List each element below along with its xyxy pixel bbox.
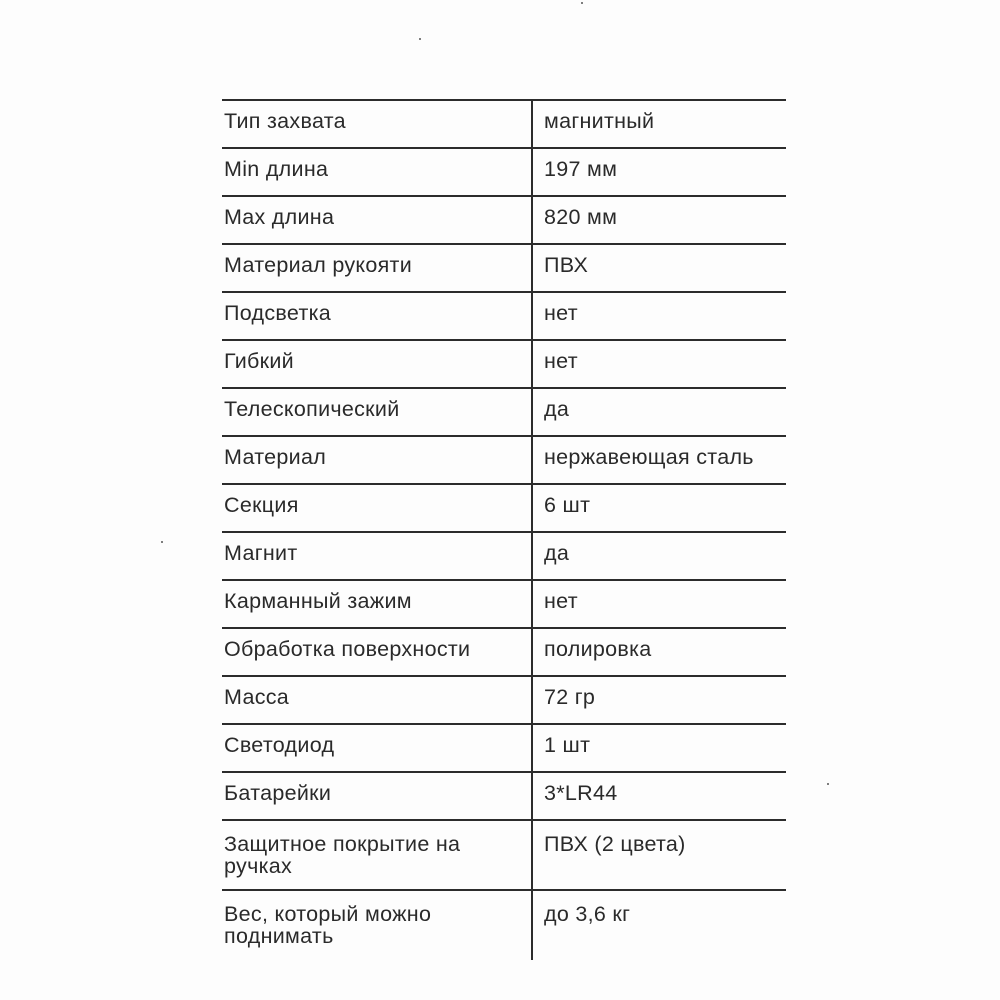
spec-table bbox=[222, 99, 786, 960]
spec-value: ПВХ bbox=[532, 244, 786, 292]
spec-value: 1 шт bbox=[532, 724, 786, 772]
spec-label: Max длина bbox=[224, 205, 335, 229]
spec-label: Тип захвата bbox=[224, 109, 346, 133]
table-row bbox=[222, 628, 786, 676]
table-row bbox=[222, 772, 786, 820]
spec-label-line: Вес, который bbox=[224, 902, 359, 926]
table-row bbox=[222, 676, 786, 724]
spec-value: да bbox=[532, 388, 786, 436]
table-row bbox=[222, 436, 786, 484]
spec-value: нет bbox=[532, 340, 786, 388]
scan-dot bbox=[419, 38, 421, 40]
table-row bbox=[222, 484, 786, 532]
scan-dot bbox=[161, 541, 163, 543]
spec-label-line: Защитное bbox=[224, 832, 327, 856]
spec-label: Светодиод bbox=[224, 733, 335, 757]
spec-value: нет bbox=[532, 292, 786, 340]
spec-label: Обработка поверхности bbox=[224, 637, 471, 661]
spec-label-line: покрытие на ручках bbox=[224, 832, 461, 878]
spec-label: Гибкий bbox=[224, 349, 294, 373]
scan-dot bbox=[827, 783, 829, 785]
spec-value: полировка bbox=[532, 628, 786, 676]
spec-value: да bbox=[532, 532, 786, 580]
table-row bbox=[222, 388, 786, 436]
spec-value: 6 шт bbox=[532, 484, 786, 532]
spec-label: Секция bbox=[224, 493, 299, 517]
table-row bbox=[222, 532, 786, 580]
spec-label bbox=[222, 820, 532, 890]
table-row bbox=[222, 340, 786, 388]
spec-label: Батарейки bbox=[224, 781, 332, 805]
spec-label: Min длина bbox=[224, 157, 329, 181]
table-row bbox=[222, 244, 786, 292]
spec-label: Телескопический bbox=[224, 397, 400, 421]
spec-label: Материал bbox=[224, 445, 327, 469]
spec-value: магнитный bbox=[532, 100, 786, 148]
spec-label-line: можно поднимать bbox=[224, 902, 432, 948]
spec-value: до 3,6 кг bbox=[532, 890, 786, 960]
spec-value: 72 гр bbox=[532, 676, 786, 724]
spec-label: Масса bbox=[224, 685, 290, 709]
spec-value: ПВХ (2 цвета) bbox=[532, 820, 786, 890]
table-row bbox=[222, 724, 786, 772]
spec-value: 197 мм bbox=[532, 148, 786, 196]
spec-label: Магнит bbox=[224, 541, 298, 565]
table-row bbox=[222, 890, 786, 960]
table-row bbox=[222, 580, 786, 628]
spec-label: Материал рукояти bbox=[224, 253, 413, 277]
spec-label: Подсветка bbox=[224, 301, 332, 325]
table-row bbox=[222, 196, 786, 244]
spec-value: 3*LR44 bbox=[532, 772, 786, 820]
table-row bbox=[222, 148, 786, 196]
spec-value: 820 мм bbox=[532, 196, 786, 244]
table-row bbox=[222, 820, 786, 890]
spec-label: Карманный зажим bbox=[224, 589, 412, 613]
spec-value: нержавеющая сталь bbox=[532, 436, 786, 484]
table-row bbox=[222, 292, 786, 340]
table-row bbox=[222, 100, 786, 148]
spec-value: нет bbox=[532, 580, 786, 628]
spec-label bbox=[222, 890, 532, 960]
scan-dot bbox=[581, 2, 583, 4]
